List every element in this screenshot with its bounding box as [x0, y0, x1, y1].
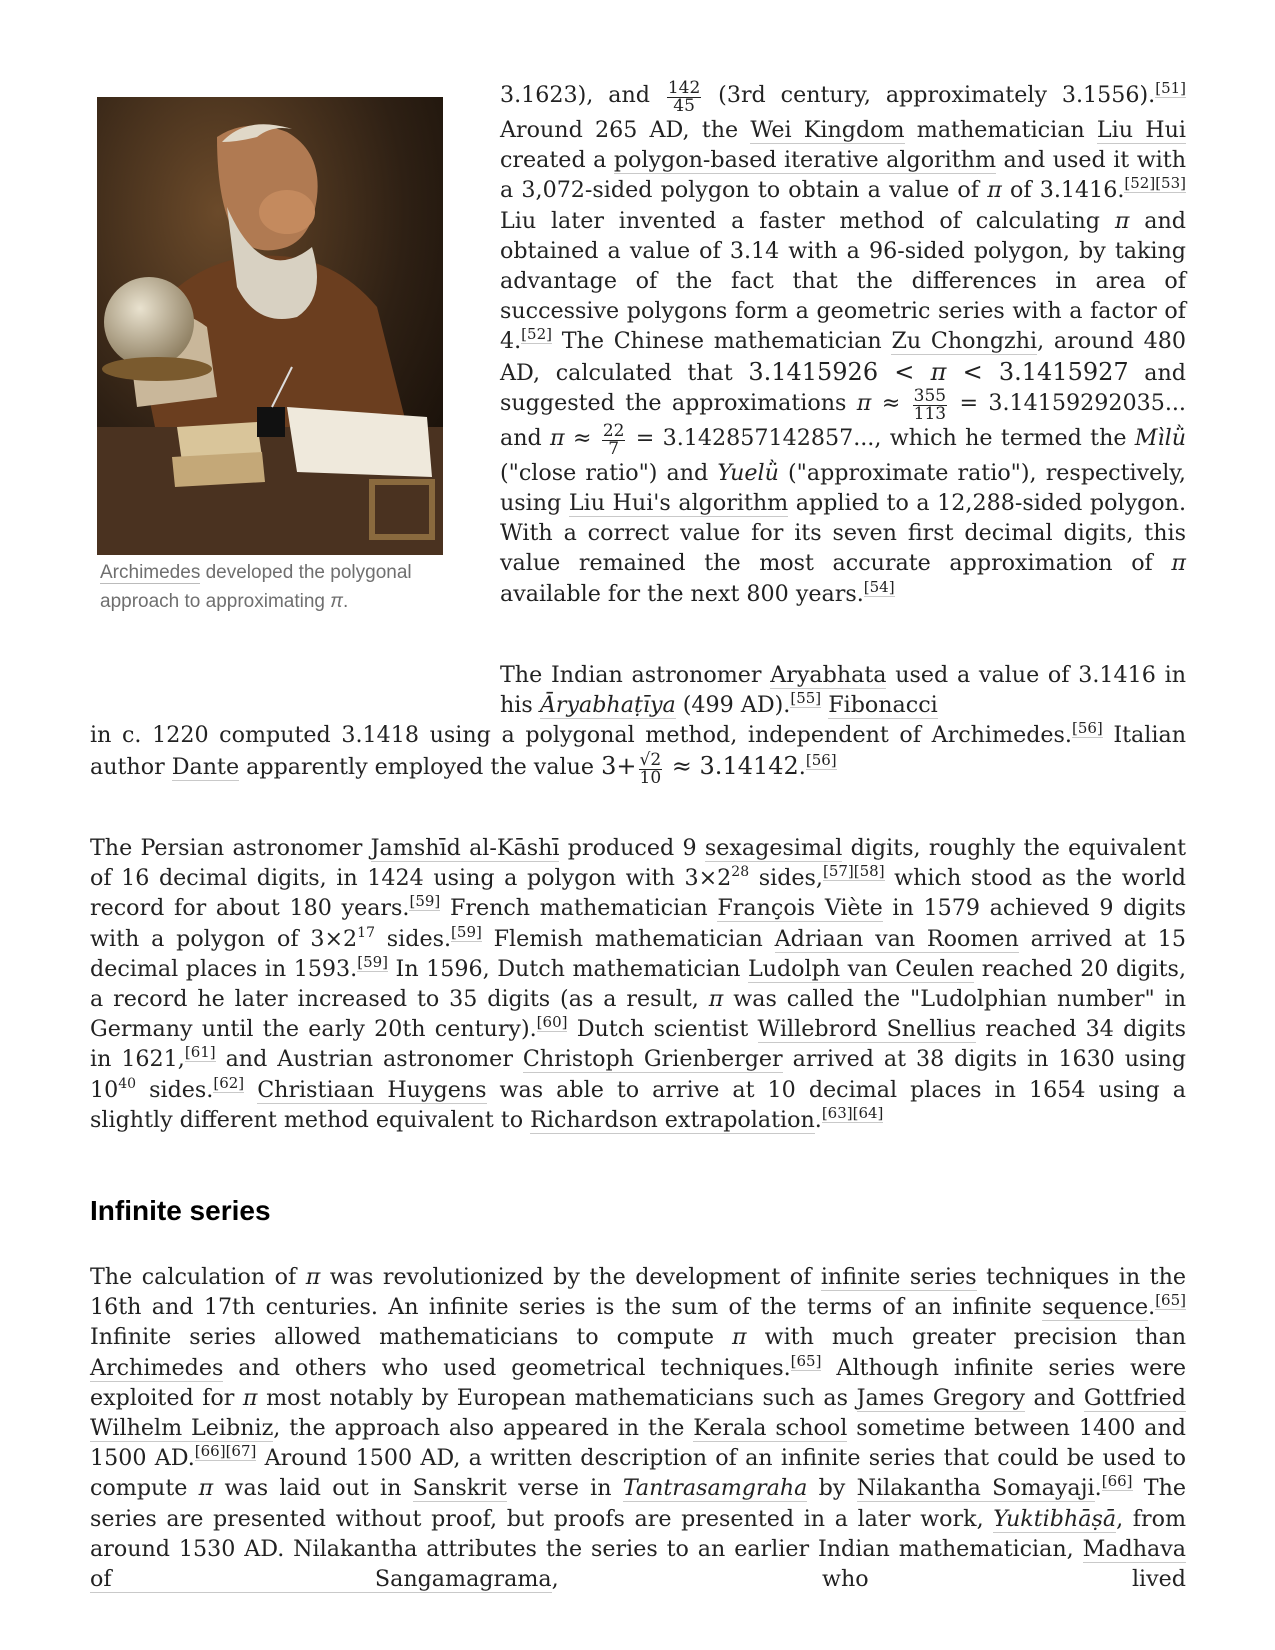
link-liu-hui[interactable]: Liu Hui [1096, 117, 1186, 143]
link-huygens[interactable]: Christiaan Huygens [257, 1076, 487, 1103]
link-ludolph-van-ceulen[interactable]: Ludolph van Ceulen [747, 955, 975, 982]
link-adriaan-van-roomen[interactable]: Adriaan van Roomen [774, 925, 1019, 952]
link-leibniz[interactable]: Gottfried Wilhelm Leibniz [90, 1384, 1186, 1442]
link-nilakantha-somayaji[interactable]: Nilakantha Somayaji [856, 1475, 1095, 1502]
ref-52[interactable]: [52] [1124, 174, 1156, 193]
ref-63[interactable]: [63] [821, 1103, 853, 1122]
ref-64[interactable]: [64] [852, 1103, 884, 1122]
link-infinite-series[interactable]: infinite series [820, 1264, 977, 1290]
figure-caption: Archimedes developed the polygonal approach to approximating π. [100, 562, 412, 612]
fraction-sqrt2-10: $\frac{√2}{10}$ [639, 749, 662, 788]
paragraph-indian-italian: The Indian astronomer Aryabhata used a value of 3.1416 in his Āryabhaṭīya (499 AD).[55] Fibonacci in c. 1220 computed 3.1418 using a polygonal method, independent of Archimedes.[56] Italian author Dante apparently employed the value 3+ $\frac{√2}{10}$ ≈ 3.14142.[56] [90, 662, 1186, 788]
link-dante[interactable]: Dante [171, 753, 240, 780]
link-madhava[interactable]: Madhava of Sangamagrama [90, 1535, 1186, 1593]
link-al-kashi[interactable]: Jamshīd al-Kāshī [370, 835, 560, 861]
link-james-gregory[interactable]: James Gregory [856, 1384, 1025, 1411]
ref-53[interactable]: [53] [1155, 174, 1186, 193]
ref-52b[interactable]: [52] [521, 325, 552, 344]
ref-62[interactable]: [62] [213, 1073, 245, 1092]
ref-54[interactable]: [54] [863, 577, 895, 596]
link-richardson-extrapolation[interactable]: Richardson extrapolation [530, 1106, 815, 1133]
paragraph-infinite-series: The calculation of π was revolutionized by the development of infinite series techniques in the 16th and 17th centuries. An infinite series is the sum of the terms of an infinite sequence.[65] Infinite series allowed mathematicians to compute π with much greater precision than Archimedes and others who used geometrical techniques.[65] Although infinite series were exploited for π most notably by European mathematicians such as James Gregory and Gottfried Wilhelm Leibniz, the approach also appeared in the Kerala school sometime between 1400 and 1500 AD.[66][67] Around 1500 AD, a written description of an infinite series that could be used to compute π was laid out in Sanskrit verse in Tantrasamgraha by Nilakantha Somayaji.[66] The series are presented without proof, but proofs are presented in a later work, Yuktibhāṣā, from around 1530 AD. Nilakantha attributes the series to an earlier Indian mathematician, Madhava of Sangamagrama, who lived [90, 1264, 1187, 1593]
ref-56b[interactable]: [56] [805, 750, 837, 769]
ref-57[interactable]: [57] [822, 862, 854, 881]
link-grienberger[interactable]: Christoph Grienberger [522, 1046, 783, 1073]
section-heading-infinite-series: Infinite series [90, 1195, 271, 1226]
link-sanskrit[interactable]: Sanskrit [412, 1475, 507, 1502]
ref-55[interactable]: [55] [790, 689, 822, 708]
link-aryabhata[interactable]: Aryabhata [770, 662, 887, 688]
link-aryabhatiya[interactable]: Āryabhaṭīya [539, 692, 676, 719]
archimedes-painting [97, 97, 443, 555]
paragraph-chinese-approximations: 3.1623), and $\frac{142}{45}$ (3rd century, approximately 3.1556).[51] Around 265 AD, the Wei Kingdom mathematician Liu Hui created a polygon-based iterative algorithm and used it with a 3,072-sided polygon to obtain a value of π of 3.1416.[52][53] Liu later invented a faster method of calculating π and obtained a value of 3.14 with a 96-sided polygon, by taking advantage of the fact that the differences in area of successive polygons form a geometric series with a factor of 4.[52] The Chinese mathematician Zu Chongzhi, around 480 AD, calculated that 3.1415926 < π < 3.1415927 and suggested the approximations π ≈ $\frac{355}{113}$ = 3.14159292035... and π ≈ $\frac{22}{7}$ = 3.142857142857..., which he termed the Mìlǜ ("close ratio") and Yuelǜ ("approximate ratio"), respectively, using Liu Hui's algorithm applied to a 12,288-sided polygon. With a correct value for its seven first decimal digits, this value remained the most accurate approximation of π available for the next 800 years.[54] [500, 78, 1187, 607]
ref-59[interactable]: [59] [409, 892, 441, 911]
ref-51[interactable]: [51] [1155, 79, 1187, 97]
link-liu-hui-algorithm[interactable]: Liu Hui's algorithm [568, 490, 789, 517]
link-zu-chongzhi[interactable]: Zu Chongzhi [891, 328, 1038, 355]
ref-66b[interactable]: [66] [1101, 1472, 1133, 1491]
link-viete[interactable]: François Viète [717, 895, 883, 922]
link-archimedes[interactable]: Archimedes [90, 1354, 224, 1381]
ref-56[interactable]: [56] [1071, 719, 1103, 738]
figure-archimedes [97, 97, 443, 616]
link-fibonacci[interactable]: Fibonacci [828, 692, 938, 719]
ref-59c[interactable]: [59] [357, 952, 389, 971]
ref-67[interactable]: [67] [225, 1442, 257, 1461]
ref-65b[interactable]: [65] [790, 1351, 822, 1370]
fraction-355-113: $\frac{355}{113}$ [913, 385, 947, 424]
link-snellius[interactable]: Willebrord Snellius [757, 1016, 977, 1043]
ref-59b[interactable]: [59] [451, 922, 482, 941]
ref-66[interactable]: [66] [194, 1442, 226, 1461]
paragraph-european-records: The Persian astronomer Jamshīd al-Kāshī produced 9 sexagesimal digits, roughly the equivalent of 16 decimal digits, in 1424 using a polygon with $3\times 2^{28}$ sides,[57][58] which stood as the world record for about 180 years.[59] French mathematician François Viète in 1579 achieved 9 digits with a polygon of $3\times 2^{17}$ sides.[59] Flemish mathematician Adriaan van Roomen arrived at 15 decimal places in 1593.[59] In 1596, Dutch mathematician Ludolph van Ceulen reached 20 digits, a record he later increased to 35 digits (as a result, π was called the "Ludolphian number" in Germany until the early 20th century).[60] Dutch scientist Willebrord Snellius reached 34 digits in 1621,[61] and Austrian astronomer Christoph Grienberger arrived at 38 digits in 1630 using $10^{40}$ sides.[62] Christiaan Huygens was able to arrive at 10 decimal places in 1654 using a slightly different method equivalent to Richardson extrapolation.[63][64] [90, 835, 1187, 1133]
ref-60[interactable]: [60] [536, 1013, 568, 1032]
ref-61[interactable]: [61] [184, 1043, 216, 1062]
fraction-22-7: $\frac{22}{7}$ [602, 420, 625, 459]
link-polygon-algorithm[interactable]: polygon-based iterative algorithm [613, 147, 996, 174]
link-sequence[interactable]: sequence [1042, 1294, 1149, 1321]
link-tantrasamgraha[interactable]: Tantrasamgraha [622, 1475, 808, 1502]
link-kerala-school[interactable]: Kerala school [693, 1415, 848, 1442]
link-wei-kingdom[interactable]: Wei Kingdom [750, 117, 905, 143]
caption-link-archimedes[interactable]: Archimedes [100, 562, 201, 583]
fraction-142-45: $\frac{142}{45}$ [667, 78, 701, 116]
ref-58[interactable]: [58] [853, 862, 885, 881]
link-sexagesimal[interactable]: sexagesimal [704, 835, 843, 861]
link-yuktibhasa[interactable]: Yuktibhāṣā [993, 1505, 1117, 1532]
ref-65[interactable]: [65] [1155, 1291, 1186, 1310]
